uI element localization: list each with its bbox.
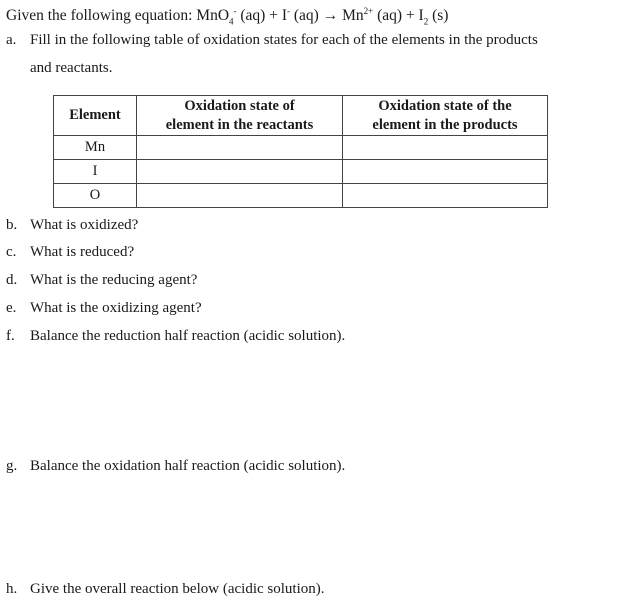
question-text: What is the reducing agent?	[30, 272, 198, 288]
header-reactants	[137, 96, 343, 136]
intro-prefix: Given the following equation:	[6, 7, 197, 25]
question-text: What is the oxidizing agent?	[30, 300, 202, 316]
permanganate: MnO	[196, 7, 230, 25]
question-letter: b.	[6, 217, 18, 233]
superscript: -	[287, 6, 290, 16]
subscript: 2	[423, 16, 429, 27]
oxidation-state-table	[53, 95, 548, 208]
question-text: What is oxidized?	[30, 217, 139, 233]
header-line: Oxidation state of the	[378, 97, 512, 114]
reactants-cell[interactable]	[137, 160, 343, 184]
state-text: (aq) + I	[236, 7, 287, 25]
table-row	[54, 184, 548, 208]
table-row	[54, 136, 548, 160]
state-text: (aq) + I	[373, 7, 424, 25]
table-row	[54, 160, 548, 184]
state-text: (aq) → Mn	[290, 7, 364, 25]
question-letter: f.	[6, 328, 15, 344]
superscript: -	[233, 6, 237, 16]
subscript: 4	[229, 16, 234, 27]
question-text: What is reduced?	[30, 244, 135, 260]
products-cell[interactable]	[343, 136, 548, 160]
element-cell: O	[54, 184, 137, 208]
equation-intro	[6, 6, 448, 26]
element-cell: I	[54, 160, 137, 184]
question-text: Fill in the following table of oxidation states for each of the elements in the products	[30, 32, 538, 48]
header-element: Element	[54, 96, 137, 136]
header-products	[343, 96, 548, 136]
question-letter: c.	[6, 244, 17, 260]
question-letter: h.	[6, 581, 18, 597]
question-text-continued: and reactants.	[30, 60, 113, 76]
superscript: 2+	[363, 6, 374, 16]
question-letter: d.	[6, 272, 18, 288]
header-line: Oxidation state of	[184, 97, 295, 114]
question-letter: g.	[6, 458, 18, 474]
products-cell[interactable]	[343, 184, 548, 208]
question-letter: a.	[6, 32, 17, 48]
question-text: Give the overall reaction below (acidic solution).	[30, 581, 325, 597]
state-text: (s)	[428, 7, 449, 25]
reactants-cell[interactable]	[137, 136, 343, 160]
header-line: element in the products	[372, 116, 518, 133]
question-text: Balance the reduction half reaction (acidic solution).	[30, 328, 346, 344]
element-cell: Mn	[54, 136, 137, 160]
question-letter: e.	[6, 300, 17, 316]
reactants-cell[interactable]	[137, 184, 343, 208]
header-line: element in the reactants	[165, 116, 314, 133]
table-header-row	[54, 96, 548, 136]
products-cell[interactable]	[343, 160, 548, 184]
question-text: Balance the oxidation half reaction (acidic solution).	[30, 458, 346, 474]
